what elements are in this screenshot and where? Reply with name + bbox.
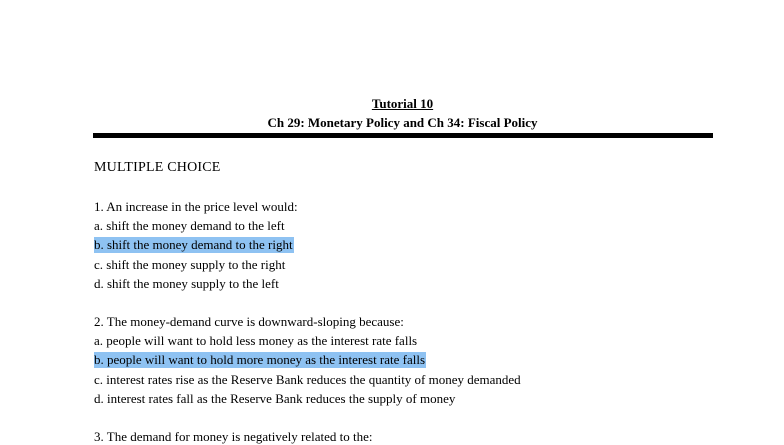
highlighted-answer: b. shift the money demand to the right <box>94 237 293 252</box>
section-heading: MULTIPLE CHOICE <box>94 160 221 175</box>
question-2-stem: 2. The money-demand curve is downward-sloping because: <box>94 314 404 329</box>
question-1-option-d: d. shift the money supply to the left <box>94 276 279 291</box>
question-3-stem: 3. The demand for money is negatively related to the: <box>94 429 373 444</box>
question-2-option-c: c. interest rates rise as the Reserve Bank reduces the quantity of money demanded <box>94 372 521 387</box>
title-divider <box>93 133 713 138</box>
question-2-option-b <box>94 351 426 368</box>
document-subtitle: Ch 29: Monetary Policy and Ch 34: Fiscal Policy <box>267 115 538 130</box>
document-title: Tutorial 10 <box>371 96 434 111</box>
question-1-option-c: c. shift the money supply to the right <box>94 257 286 272</box>
question-2-option-d: d. interest rates fall as the Reserve Bank reduces the supply of money <box>94 391 456 406</box>
highlighted-answer: b. people will want to hold more money as the interest rate falls <box>94 352 426 367</box>
question-1-stem: 1. An increase in the price level would: <box>94 199 298 214</box>
question-2-option-a: a. people will want to hold less money as the interest rate falls <box>94 333 418 348</box>
question-1-option-a: a. shift the money demand to the left <box>94 218 285 233</box>
question-1-option-b <box>94 236 294 253</box>
